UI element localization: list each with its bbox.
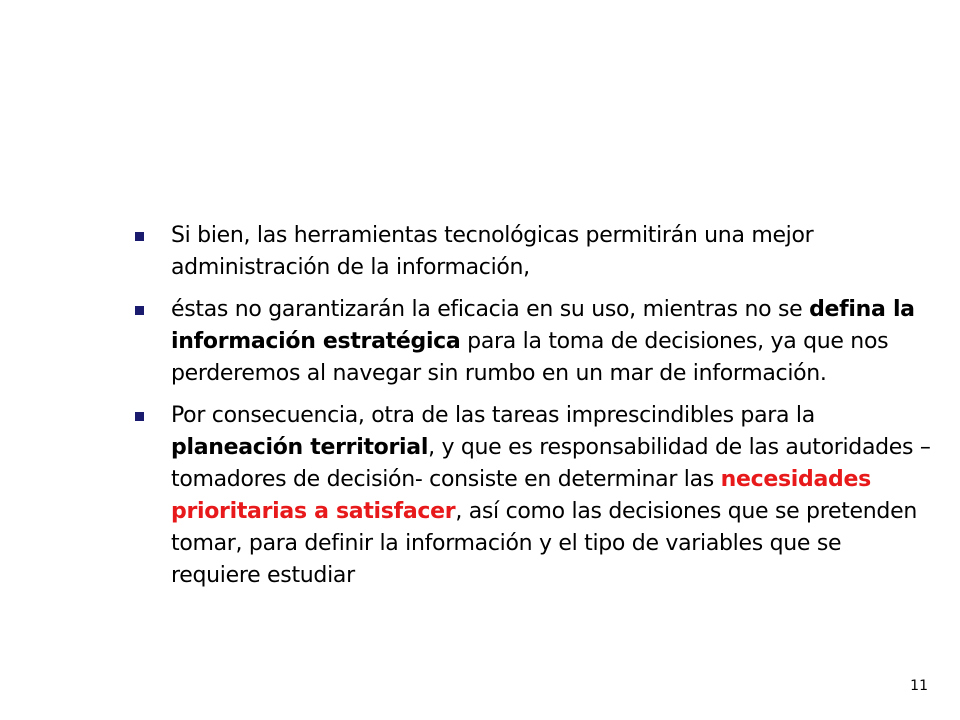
- square-bullet-icon: [135, 232, 144, 241]
- bullet-text: Si bien, las herramientas tecnológicas permitirán una mejor administración de la información,: [171, 223, 814, 280]
- highlight-text: necesidades prioritarias a satisfacer: [171, 467, 871, 524]
- slide-body: [135, 220, 935, 602]
- bullet-text: éstas no garantizarán la eficacia en su uso, mientras no se: [171, 297, 810, 322]
- bullet-text: para la toma de decisiones, ya que nos perderemos al navegar sin rumbo en un mar de información.: [171, 329, 889, 386]
- bullet-text: Por consecuencia, otra de las tareas imprescindibles para la: [171, 403, 815, 428]
- emphasis-text: defina la información estratégica: [171, 297, 915, 354]
- bullet-text: , y que es responsabilidad de las autoridades –tomadores de decisión- consiste en determinar las: [171, 435, 931, 492]
- square-bullet-icon: [135, 412, 144, 421]
- page-number: 11: [910, 678, 928, 694]
- square-bullet-icon: [135, 306, 144, 315]
- bullet-text: , así como las decisiones que se pretenden tomar, para definir la información y el tipo de variables que se requiere estudiar: [171, 499, 917, 588]
- bullet-item-3: [135, 400, 935, 592]
- bullet-item-2: [135, 294, 935, 390]
- emphasis-text: planeación territorial: [171, 435, 429, 460]
- bullet-item-1: [135, 220, 935, 284]
